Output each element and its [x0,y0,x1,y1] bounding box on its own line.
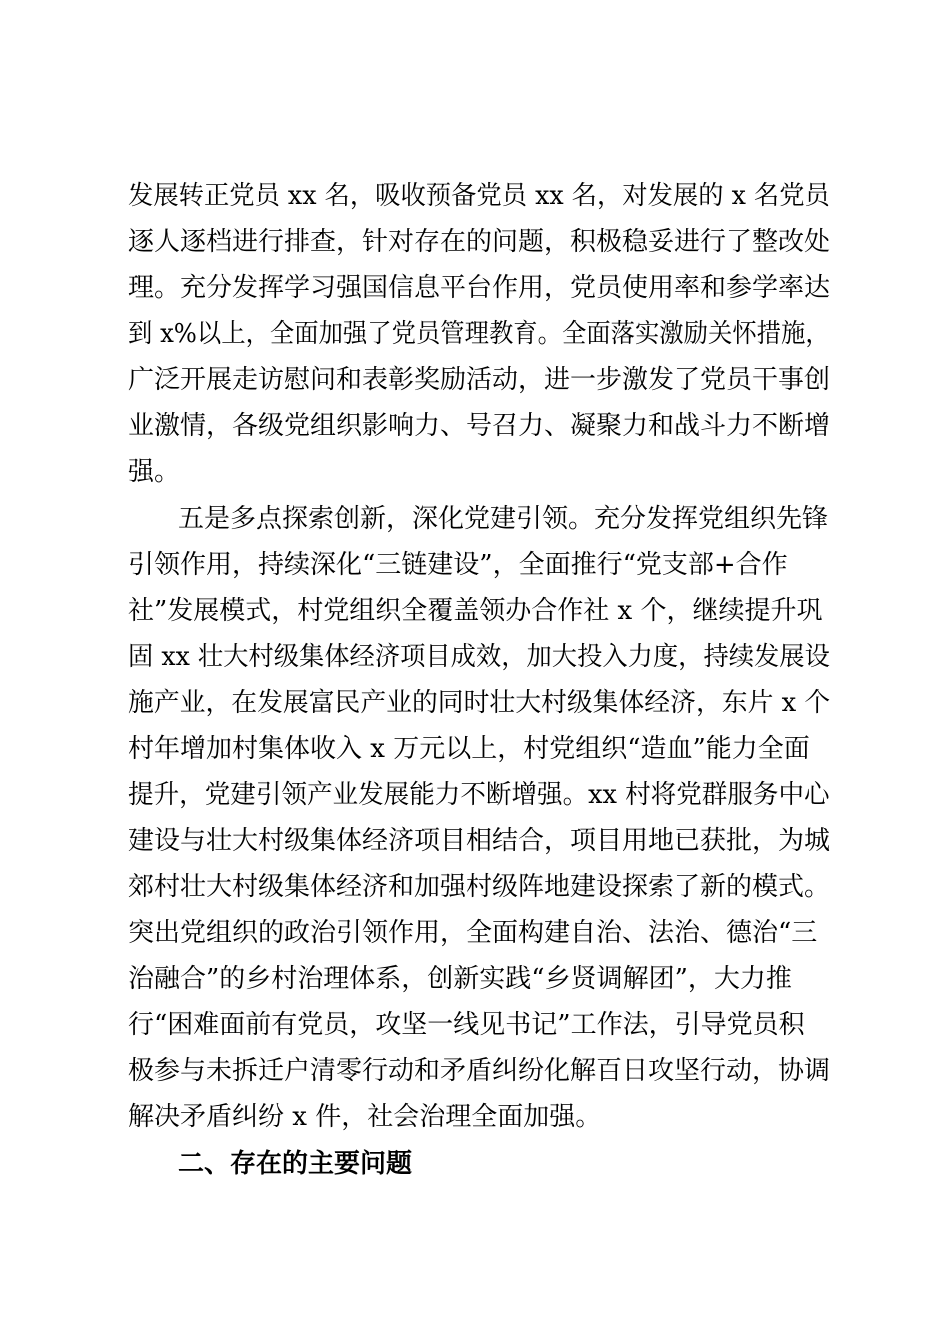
paragraph2-line-8: 建设与壮大村级集体经济项目相结合，项目用地已获批，为城 [128,826,831,856]
paragraph2-line-1: 五是多点探索创新，深化党建引领。充分发挥党组织先锋 [178,504,829,534]
paragraph2-line-7: 提升，党建引领产业发展能力不断增强。xx 村将党群服务中心 [128,780,830,810]
paragraph2-line-3: 社”发展模式，村党组织全覆盖领办合作社 x 个，继续提升巩 [128,596,823,626]
paragraph2-line-5: 施产业，在发展富民产业的同时壮大村级集体经济，东片 x 个 [128,688,831,718]
paragraph2-line-13: 极参与未拆迁户清零行动和矛盾纠纷化解百日攻坚行动，协调 [128,1056,831,1086]
paragraph2-line-14: 解决矛盾纠纷 x 件，社会治理全面加强。 [128,1102,602,1132]
section-heading: 二、存在的主要问题 [178,1149,413,1179]
paragraph1-line-1: 发展转正党员 xx 名，吸收预备党员 xx 名，对发展的 x 名党员 [128,181,830,211]
paragraph2-line-2: 引领作用，持续深化“三链建设”，全面推行“党支部+合作 [128,550,788,580]
paragraph1-line-4: 到 x%以上，全面加强了党员管理教育。全面落实激励关怀措施， [128,319,830,349]
paragraph1-line-7: 强。 [128,457,181,487]
paragraph2-line-12: 行“困难面前有党员，攻坚一线见书记”工作法，引导党员积 [128,1010,805,1040]
paragraph2-line-10: 突出党组织的政治引领作用，全面构建自治、法治、德治“三 [128,918,818,948]
paragraph2-line-11: 治融合”的乡村治理体系，创新实践“乡贤调解团”，大力推 [128,964,792,994]
paragraph1-line-3: 理。充分发挥学习强国信息平台作用，党员使用率和参学率达 [128,273,831,303]
paragraph2-line-9: 郊村壮大村级集体经济和加强村级阵地建设探索了新的模式。 [128,872,831,902]
paragraph1-line-5: 广泛开展走访慰问和表彰奖励活动，进一步激发了党员干事创 [128,365,831,395]
paragraph2-line-4: 固 xx 壮大村级集体经济项目成效，加大投入力度，持续发展设 [128,642,830,672]
paragraph1-line-6: 业激情，各级党组织影响力、号召力、凝聚力和战斗力不断增 [128,411,831,441]
paragraph2-line-6: 村年增加村集体收入 x 万元以上，村党组织“造血”能力全面 [128,734,810,764]
paragraph1-line-2: 逐人逐档进行排查，针对存在的问题，积极稳妥进行了整改处 [128,227,831,257]
